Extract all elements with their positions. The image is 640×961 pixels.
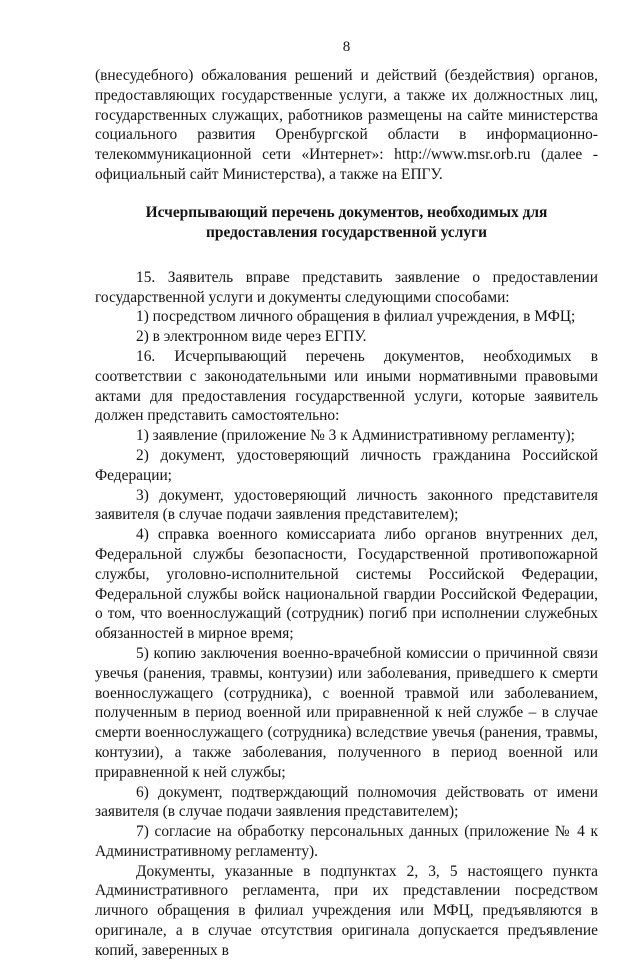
intro-paragraph: (внесудебного) обжалования решений и действий (бездействия) органов, предоставляющих государственные услуги, а также их должностных лиц, государственных служащих, работников размещены на сайте министерства социального развития Оренбургской области в информационно-телекоммуникационной сети «Интернет»: http://www.msr.orb.ru (далее - официальный сайт Министерства), а также на ЕПГУ. <box>95 67 598 183</box>
paragraph-documents-note: Документы, указанные в подпунктах 2, 3, 5 настоящего пункта Административного регламента, при их представлении посредством личного обращения в филиал учреждения или МФЦ, предъявляются в оригинале, а в случае отсутствия оригинала допускается предъявление копий, заверенных в <box>95 862 598 959</box>
paragraph-16-item-1: 1) заявление (приложение № 3 к Административному регламенту); <box>136 427 575 445</box>
paragraph-15-item-2: 2) в электронном виде через ЕГПУ. <box>136 328 367 346</box>
paragraph-16-item-4: 4) справка военного комиссариата либо органов внутренних дел, Федеральной службы безопасности, Государственной противопожарной службы, уголовно-исполнительной системы Российской Федерации, Федеральной службы войск национальной гвардии Российской Федерации, о том, что военнослужащий (сотрудник) погиб при исполнении служебных обязанностей в мирное время; <box>95 526 598 643</box>
paragraph-16-item-5: 5) копию заключения военно-врачебной комиссии о причинной связи увечья (ранения, травмы, контузии) или заболевания, приведшего к смерти военнослужащего (сотрудника), с военной травмой или заболеванием, полученным в период военной или приравненной к ней службе – в случае смерти военнослужащего (сотрудника) вследствие увечья (ранения, травмы, контузии), а также заболевания, полученного в период военной или приравненной к ней службы; <box>95 644 598 781</box>
paragraph-16: 16. Исчерпывающий перечень документов, необходимых в соответствии с законодательными или иными нормативными правовыми актами для предоставления государственной услуги, которые заявитель должен представить самостоятельно: <box>95 347 598 425</box>
section-heading-line-1: Исчерпывающий перечень документов, необходимых для <box>145 203 548 221</box>
section-heading <box>95 203 598 243</box>
paragraph-15-item-1: 1) посредством личного обращения в филиал учреждения, в МФЦ; <box>136 308 576 326</box>
paragraph-15: 15. Заявитель вправе представить заявление о предоставлении государственной услуги и документы следующими способами: <box>95 268 598 306</box>
paragraph-16-item-6: 6) документ, подтверждающий полномочия действовать от имени заявителя (в случае подачи заявления представителем); <box>95 783 598 821</box>
paragraph-16-item-2: 2) документ, удостоверяющий личность гражданина Российской Федерации; <box>95 446 598 484</box>
paragraph-16-item-7: 7) согласие на обработку персональных данных (приложение № 4 к Административному регламенту). <box>95 823 598 860</box>
paragraph-16-item-3: 3) документ, удостоверяющий личность законного представителя заявителя (в случае подачи заявления представителем); <box>95 486 598 524</box>
page-number: 8 <box>342 39 351 55</box>
section-heading-line-2: предоставления государственной услуги <box>206 223 487 241</box>
